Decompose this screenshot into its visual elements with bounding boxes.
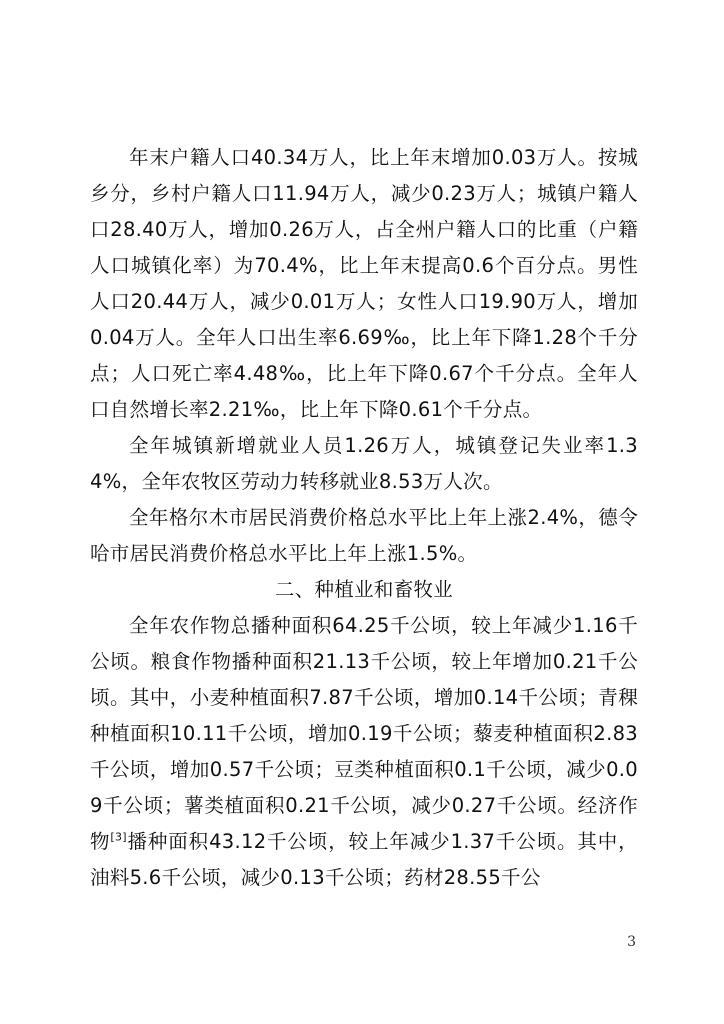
paragraph-consumer-prices: 全年格尔木市居民消费价格总水平比上年上涨2.4%，德令哈市居民消费价格总水平比上年上涨1.5%。 bbox=[90, 506, 638, 565]
paragraph-employment: 全年城镇新增就业人员1.26万人，城镇登记失业率1.34%，全年农牧区劳动力转移就业8.53万人次。 bbox=[90, 434, 638, 493]
footnote-reference: [3] bbox=[110, 830, 127, 844]
paragraph-crop-area bbox=[90, 608, 638, 896]
page-number: 3 bbox=[627, 934, 636, 950]
paragraph-crop-area-continued: 播种面积43.12千公顷，较上年减少1.37千公顷。其中，油料5.6千公顷，减少0.13千公顷；药材28.55千公 bbox=[90, 830, 638, 889]
paragraph-population: 年末户籍人口40.34万人，比上年末增加0.03万人。按城乡分，乡村户籍人口11.94万人，减少0.23万人；城镇户籍人口28.40万人，增加0.26万人，占全州户籍人口的比重（户籍人口城镇化率）为70.4%，比上年末提高0.6个百分点。男性人口20.44万人，减少0.01万人；女性人口19.90万人，增加0.04万人。全年人口出生率6.69‰，比上年下降1.28个千分点；人口死亡率4.48‰，比上年下降0.67个千分点。全年人口自然增长率2.21‰，比上年下降0.61个千分点。 bbox=[90, 146, 638, 421]
paragraph-crop-area-text: 全年农作物总播种面积64.25千公顷，较上年减少1.16千公顷。粮食作物播种面积21.13千公顷，较上年增加0.21千公顷。其中，小麦种植面积7.87千公顷，增加0.14千公顷；青稞种植面积10.11千公顷，增加0.19千公顷；藜麦种植面积2.83千公顷，增加0.57千公顷；豆类种植面积0.1千公顷，减少0.09千公顷；薯类植面积0.21千公顷，减少0.27千公顷。经济作物 bbox=[90, 614, 638, 853]
section-heading: 二、种植业和畜牧业 bbox=[274, 578, 454, 601]
page-body bbox=[90, 140, 638, 896]
